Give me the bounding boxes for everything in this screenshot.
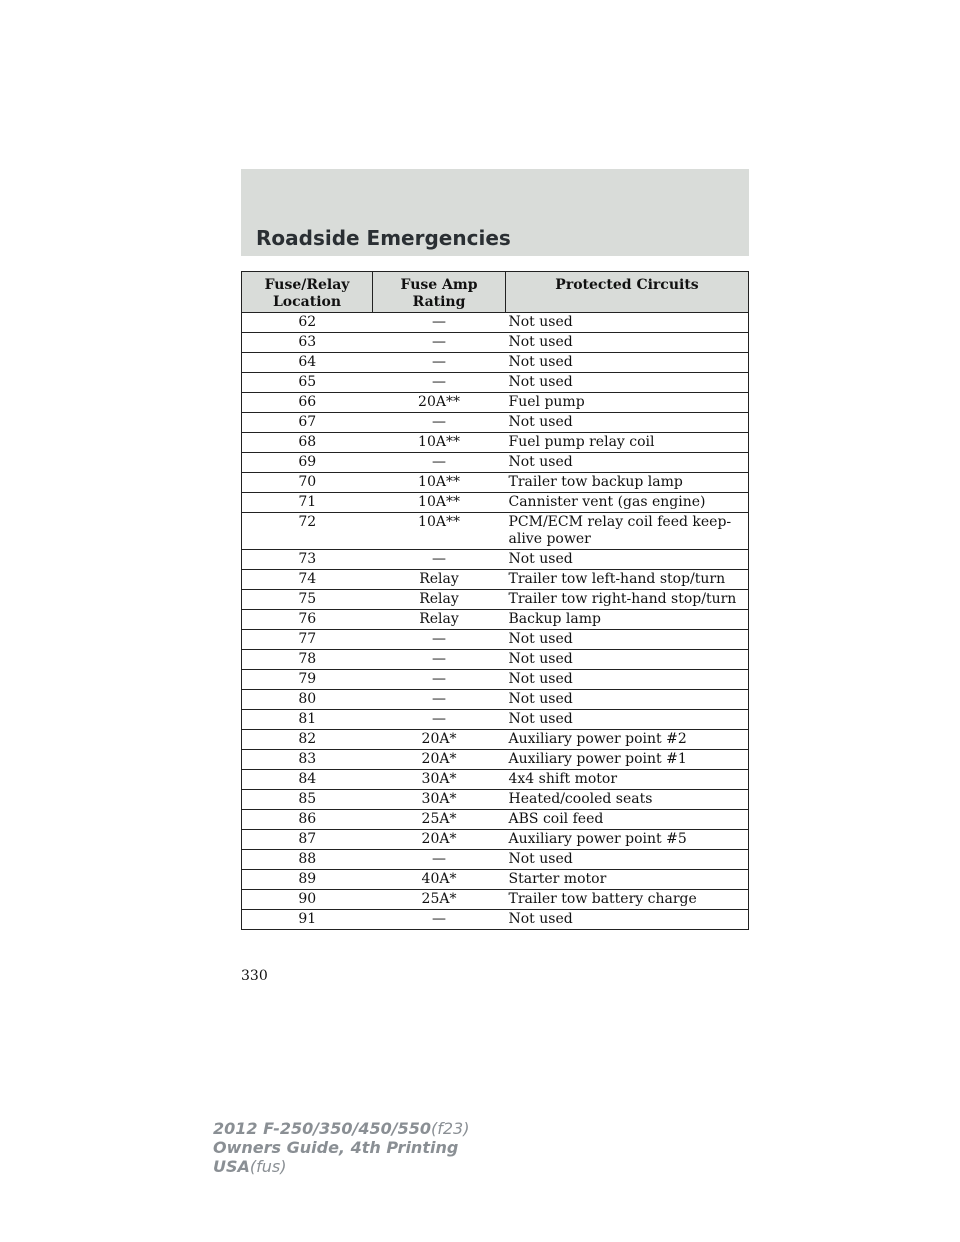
cell-location: 91 (242, 910, 373, 930)
table-row (242, 750, 749, 770)
table-row (242, 453, 749, 473)
cell-rating: Relay (373, 610, 506, 630)
cell-circuit: PCM/ECM relay coil feed keep-alive power (506, 513, 749, 550)
print-footer (213, 1119, 469, 1176)
cell-rating: — (373, 413, 506, 433)
cell-location: 79 (242, 670, 373, 690)
cell-circuit: Trailer tow battery charge (506, 890, 749, 910)
cell-rating: 40A* (373, 870, 506, 890)
table-row (242, 550, 749, 570)
cell-location: 88 (242, 850, 373, 870)
cell-location: 80 (242, 690, 373, 710)
cell-location: 72 (242, 513, 373, 550)
table-row (242, 313, 749, 333)
table-row (242, 870, 749, 890)
cell-circuit: Fuel pump (506, 393, 749, 413)
cell-rating: — (373, 333, 506, 353)
table-row (242, 710, 749, 730)
cell-circuit: Not used (506, 850, 749, 870)
cell-location: 83 (242, 750, 373, 770)
cell-location: 73 (242, 550, 373, 570)
table-row (242, 353, 749, 373)
cell-location: 84 (242, 770, 373, 790)
cell-location: 85 (242, 790, 373, 810)
table-row (242, 730, 749, 750)
column-header-location: Fuse/Relay Location (242, 272, 373, 313)
cell-circuit: Auxiliary power point #1 (506, 750, 749, 770)
cell-rating: — (373, 550, 506, 570)
fuse-table-body (242, 313, 749, 930)
table-row (242, 413, 749, 433)
cell-circuit: Not used (506, 650, 749, 670)
cell-rating: — (373, 910, 506, 930)
cell-rating: 25A* (373, 810, 506, 830)
table-row (242, 513, 749, 550)
column-header-circuits: Protected Circuits (506, 272, 749, 313)
cell-circuit: Cannister vent (gas engine) (506, 493, 749, 513)
cell-circuit: 4x4 shift motor (506, 770, 749, 790)
table-row (242, 570, 749, 590)
cell-circuit: ABS coil feed (506, 810, 749, 830)
cell-location: 87 (242, 830, 373, 850)
cell-circuit: Auxiliary power point #5 (506, 830, 749, 850)
table-row (242, 333, 749, 353)
cell-circuit: Heated/cooled seats (506, 790, 749, 810)
table-row (242, 493, 749, 513)
table-row (242, 910, 749, 930)
cell-circuit: Not used (506, 550, 749, 570)
fuse-table (241, 271, 749, 930)
cell-rating: 30A* (373, 770, 506, 790)
cell-circuit: Not used (506, 313, 749, 333)
cell-rating: — (373, 850, 506, 870)
cell-rating: — (373, 710, 506, 730)
table-row (242, 690, 749, 710)
cell-rating: — (373, 690, 506, 710)
section-title: Roadside Emergencies (256, 226, 511, 250)
table-row (242, 650, 749, 670)
cell-circuit: Not used (506, 630, 749, 650)
table-row (242, 473, 749, 493)
cell-location: 78 (242, 650, 373, 670)
table-row (242, 610, 749, 630)
cell-rating: — (373, 353, 506, 373)
cell-location: 67 (242, 413, 373, 433)
cell-circuit: Trailer tow right-hand stop/turn (506, 590, 749, 610)
cell-circuit: Not used (506, 373, 749, 393)
cell-location: 90 (242, 890, 373, 910)
cell-location: 66 (242, 393, 373, 413)
footer-model-code: (f23) (431, 1119, 470, 1138)
table-row (242, 810, 749, 830)
cell-location: 69 (242, 453, 373, 473)
cell-circuit: Trailer tow left-hand stop/turn (506, 570, 749, 590)
cell-rating: 10A** (373, 513, 506, 550)
table-row (242, 630, 749, 650)
cell-rating: 10A** (373, 433, 506, 453)
cell-rating: — (373, 670, 506, 690)
footer-model: 2012 F-250/350/450/550 (213, 1119, 431, 1138)
cell-rating: 20A* (373, 830, 506, 850)
cell-rating: — (373, 630, 506, 650)
cell-circuit: Not used (506, 690, 749, 710)
table-row (242, 670, 749, 690)
cell-rating: — (373, 313, 506, 333)
table-row (242, 790, 749, 810)
cell-location: 65 (242, 373, 373, 393)
cell-location: 89 (242, 870, 373, 890)
cell-rating: — (373, 453, 506, 473)
table-row (242, 590, 749, 610)
cell-location: 64 (242, 353, 373, 373)
table-row (242, 373, 749, 393)
footer-region-code: (fus) (249, 1157, 287, 1176)
cell-circuit: Not used (506, 333, 749, 353)
page-number: 330 (241, 968, 268, 984)
footer-guide: Owners Guide, 4th Printing (213, 1138, 459, 1157)
column-header-rating: Fuse Amp Rating (373, 272, 506, 313)
cell-rating: 10A** (373, 473, 506, 493)
cell-circuit: Auxiliary power point #2 (506, 730, 749, 750)
cell-circuit: Backup lamp (506, 610, 749, 630)
table-row (242, 433, 749, 453)
table-row (242, 393, 749, 413)
cell-rating: 20A* (373, 750, 506, 770)
cell-circuit: Trailer tow backup lamp (506, 473, 749, 493)
cell-location: 74 (242, 570, 373, 590)
table-row (242, 850, 749, 870)
cell-rating: 25A* (373, 890, 506, 910)
cell-location: 77 (242, 630, 373, 650)
cell-location: 75 (242, 590, 373, 610)
cell-rating: Relay (373, 570, 506, 590)
cell-rating: Relay (373, 590, 506, 610)
cell-circuit: Not used (506, 413, 749, 433)
cell-rating: 20A* (373, 730, 506, 750)
cell-rating: 20A** (373, 393, 506, 413)
cell-circuit: Starter motor (506, 870, 749, 890)
cell-location: 86 (242, 810, 373, 830)
cell-location: 81 (242, 710, 373, 730)
cell-circuit: Not used (506, 453, 749, 473)
table-row (242, 890, 749, 910)
cell-circuit: Fuel pump relay coil (506, 433, 749, 453)
cell-circuit: Not used (506, 710, 749, 730)
cell-location: 62 (242, 313, 373, 333)
cell-location: 63 (242, 333, 373, 353)
cell-rating: — (373, 650, 506, 670)
cell-location: 76 (242, 610, 373, 630)
cell-circuit: Not used (506, 910, 749, 930)
cell-circuit: Not used (506, 670, 749, 690)
table-row (242, 770, 749, 790)
cell-rating: — (373, 373, 506, 393)
cell-location: 82 (242, 730, 373, 750)
table-row (242, 830, 749, 850)
cell-location: 70 (242, 473, 373, 493)
table-header-row (242, 272, 749, 313)
cell-location: 68 (242, 433, 373, 453)
cell-rating: 10A** (373, 493, 506, 513)
cell-circuit: Not used (506, 353, 749, 373)
cell-rating: 30A* (373, 790, 506, 810)
cell-location: 71 (242, 493, 373, 513)
footer-region: USA (213, 1157, 250, 1176)
